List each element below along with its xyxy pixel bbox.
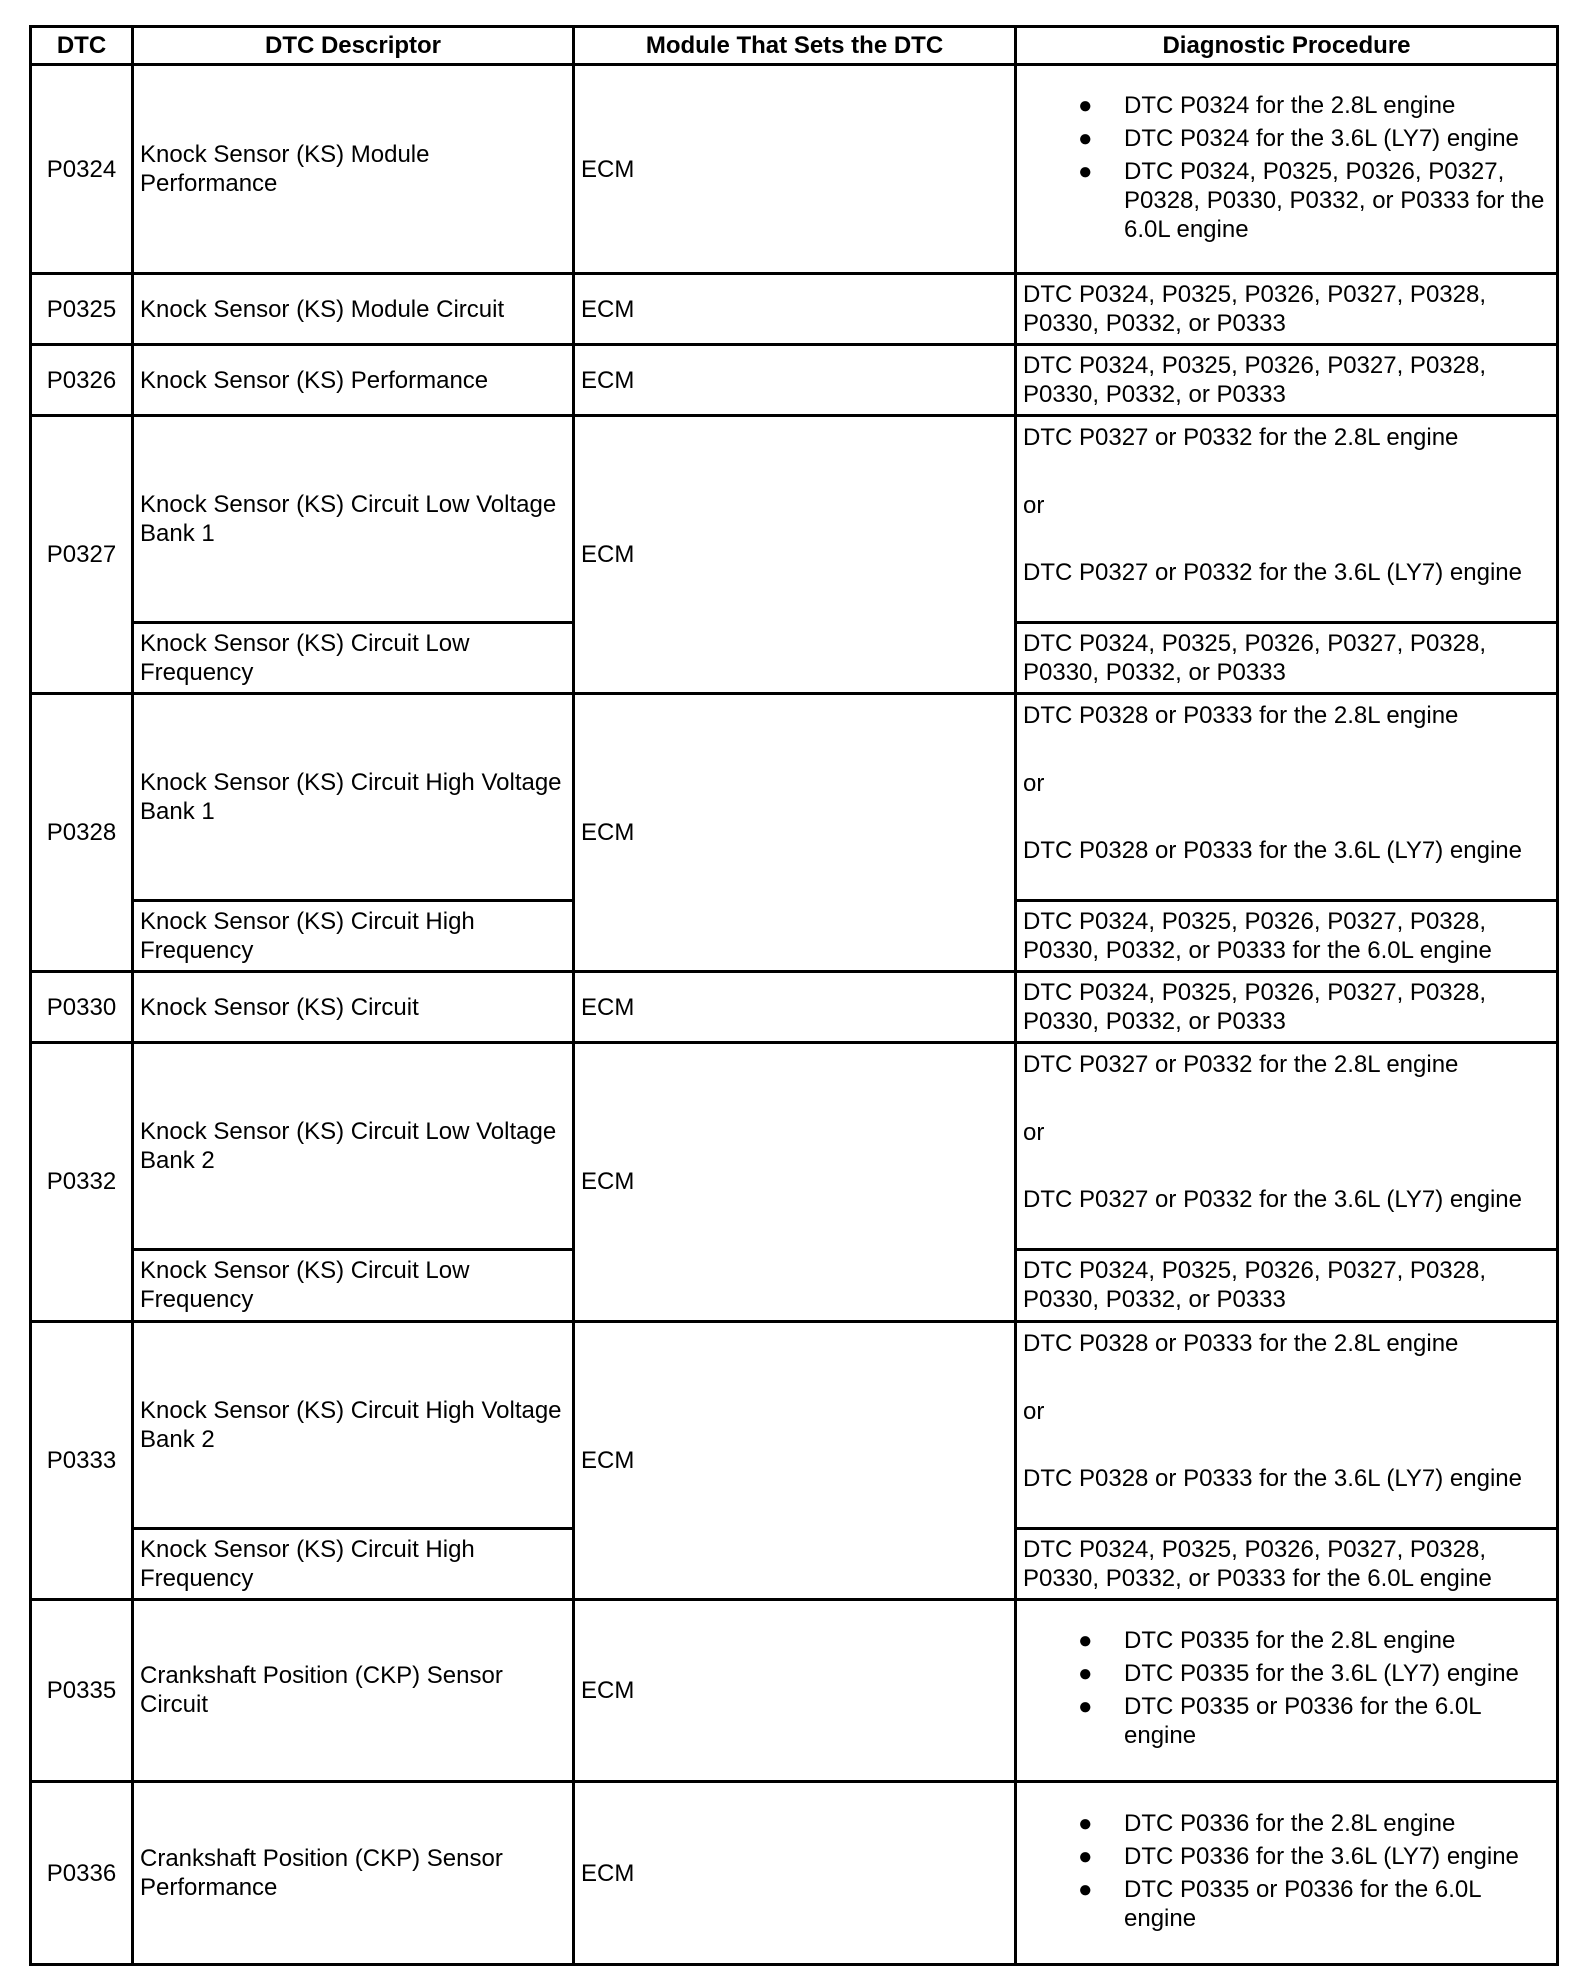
procedure-list-item [1023, 91, 1550, 120]
procedure-option-first: DTC P0328 or P0333 for the 2.8L engine [1023, 1329, 1459, 1357]
bullet-icon: ● [1078, 1876, 1093, 1904]
diagnostic-procedure-cell: DTC P0324, P0325, P0326, P0327, P0328, P0330, P0332, or P0333 [1016, 623, 1558, 694]
table-row [31, 416, 1558, 623]
procedure-list-item [1023, 1692, 1550, 1750]
dtc-descriptor-cell: Knock Sensor (KS) Circuit High Voltage Bank 1 [133, 694, 574, 901]
bullet-icon: ● [1078, 1627, 1093, 1655]
procedure-option-first: DTC P0327 or P0332 for the 2.8L engine [1023, 424, 1459, 452]
procedure-or-separator: or [1023, 1119, 1045, 1147]
dtc-descriptor-cell: Knock Sensor (KS) Circuit High Voltage Bank 2 [133, 1321, 574, 1528]
diagnostic-procedure-cell [1016, 416, 1558, 623]
diagnostic-procedure-cell [1016, 1782, 1558, 1965]
procedure-bullet-list [1023, 1626, 1550, 1750]
dtc-descriptor-cell: Knock Sensor (KS) Circuit Low Frequency [133, 623, 574, 694]
procedure-list-item [1023, 1842, 1550, 1871]
dtc-code-cell: P0332 [31, 1043, 133, 1321]
module-cell: ECM [574, 1599, 1016, 1782]
procedure-text: DTC P0324 for the 3.6L (LY7) engine [1124, 124, 1519, 152]
table-row [31, 65, 1558, 274]
procedure-bullet-list [1023, 1809, 1550, 1933]
procedure-text: DTC P0335 or P0336 for the 6.0L engine [1124, 1876, 1481, 1933]
module-cell: ECM [574, 416, 1016, 694]
bullet-icon: ● [1078, 1843, 1093, 1871]
diagnostic-procedure-cell: DTC P0324, P0325, P0326, P0327, P0328, P0330, P0332, or P0333 [1016, 274, 1558, 345]
dtc-descriptor-cell: Knock Sensor (KS) Performance [133, 345, 574, 416]
diagnostic-procedure-cell [1016, 1599, 1558, 1782]
table-body [31, 65, 1558, 1965]
table-row [31, 274, 1558, 345]
procedure-list-item [1023, 1659, 1550, 1688]
table-row [31, 1599, 1558, 1782]
diagnostic-procedure-cell: DTC P0324, P0325, P0326, P0327, P0328, P0330, P0332, or P0333 [1016, 1250, 1558, 1321]
module-cell: ECM [574, 1321, 1016, 1599]
procedure-option-second: DTC P0328 or P0333 for the 3.6L (LY7) engine [1023, 1464, 1522, 1492]
procedure-option-second: DTC P0327 or P0332 for the 3.6L (LY7) engine [1023, 1186, 1522, 1214]
dtc-descriptor-cell: Knock Sensor (KS) Circuit [133, 972, 574, 1043]
header-dtc: DTC [31, 27, 133, 65]
procedure-list-item [1023, 1626, 1550, 1655]
dtc-descriptor-cell: Knock Sensor (KS) Circuit Low Frequency [133, 1250, 574, 1321]
dtc-descriptor-cell: Knock Sensor (KS) Module Circuit [133, 274, 574, 345]
header-row [31, 27, 1558, 65]
dtc-code-cell: P0328 [31, 694, 133, 972]
bullet-icon: ● [1078, 1660, 1093, 1688]
module-cell: ECM [574, 274, 1016, 345]
diagnostic-procedure-cell: DTC P0324, P0325, P0326, P0327, P0328, P0330, P0332, or P0333 [1016, 345, 1558, 416]
procedure-option-second: DTC P0327 or P0332 for the 3.6L (LY7) engine [1023, 559, 1522, 587]
dtc-descriptor-cell: Crankshaft Position (CKP) Sensor Circuit [133, 1599, 574, 1782]
bullet-icon: ● [1078, 124, 1093, 152]
dtc-code-cell: P0336 [31, 1782, 133, 1965]
diagnostic-procedure-cell [1016, 694, 1558, 901]
module-cell: ECM [574, 65, 1016, 274]
table-row [31, 1043, 1558, 1250]
dtc-descriptor-cell: Knock Sensor (KS) Module Performance [133, 65, 574, 274]
procedure-option-second: DTC P0328 or P0333 for the 3.6L (LY7) engine [1023, 837, 1522, 865]
procedure-or-separator: or [1023, 1397, 1045, 1425]
bullet-icon: ● [1078, 91, 1093, 119]
procedure-option-first: DTC P0328 or P0333 for the 2.8L engine [1023, 702, 1459, 730]
procedure-list-item [1023, 1875, 1550, 1933]
procedure-text: DTC P0336 for the 3.6L (LY7) engine [1124, 1843, 1519, 1871]
header-module: Module That Sets the DTC [574, 27, 1016, 65]
procedure-text: DTC P0335 for the 3.6L (LY7) engine [1124, 1660, 1519, 1688]
bullet-icon: ● [1078, 1810, 1093, 1838]
table-row [31, 694, 1558, 901]
procedure-list-item [1023, 1809, 1550, 1838]
diagnostic-procedure-cell [1016, 1321, 1558, 1528]
table-row [31, 1782, 1558, 1965]
dtc-descriptor-cell: Knock Sensor (KS) Circuit Low Voltage Bank 2 [133, 1043, 574, 1250]
dtc-code-cell: P0326 [31, 345, 133, 416]
diagnostic-procedure-cell [1016, 1043, 1558, 1250]
module-cell: ECM [574, 972, 1016, 1043]
procedure-text: DTC P0335 for the 2.8L engine [1124, 1627, 1456, 1655]
procedure-list-item [1023, 124, 1550, 153]
procedure-text: DTC P0336 for the 2.8L engine [1124, 1810, 1456, 1838]
dtc-code-cell: P0324 [31, 65, 133, 274]
procedure-option-first: DTC P0327 or P0332 for the 2.8L engine [1023, 1051, 1459, 1079]
header-procedure: Diagnostic Procedure [1016, 27, 1558, 65]
module-cell: ECM [574, 694, 1016, 972]
table-header [31, 27, 1558, 65]
dtc-descriptor-cell: Crankshaft Position (CKP) Sensor Performance [133, 1782, 574, 1965]
bullet-icon: ● [1078, 1693, 1093, 1721]
dtc-descriptor-cell: Knock Sensor (KS) Circuit Low Voltage Bank 1 [133, 416, 574, 623]
dtc-descriptor-cell: Knock Sensor (KS) Circuit High Frequency [133, 901, 574, 972]
diagnostic-procedure-cell [1016, 65, 1558, 274]
dtc-descriptor-cell: Knock Sensor (KS) Circuit High Frequency [133, 1528, 574, 1599]
procedure-list-item [1023, 157, 1550, 244]
dtc-code-cell: P0327 [31, 416, 133, 694]
diagnostic-procedure-cell: DTC P0324, P0325, P0326, P0327, P0328, P0330, P0332, or P0333 [1016, 972, 1558, 1043]
procedure-text: DTC P0324 for the 2.8L engine [1124, 91, 1456, 119]
header-descriptor: DTC Descriptor [133, 27, 574, 65]
procedure-text: DTC P0324, P0325, P0326, P0327, P0328, P0330, P0332, or P0333 for the 6.0L engine [1124, 157, 1545, 243]
table-row [31, 1321, 1558, 1528]
dtc-code-cell: P0325 [31, 274, 133, 345]
procedure-bullet-list [1023, 91, 1550, 244]
module-cell: ECM [574, 1782, 1016, 1965]
procedure-or-separator: or [1023, 770, 1045, 798]
table-row [31, 972, 1558, 1043]
module-cell: ECM [574, 345, 1016, 416]
bullet-icon: ● [1078, 157, 1093, 185]
dtc-code-cell: P0333 [31, 1321, 133, 1599]
dtc-code-cell: P0335 [31, 1599, 133, 1782]
diagnostic-procedure-cell: DTC P0324, P0325, P0326, P0327, P0328, P0330, P0332, or P0333 for the 6.0L engine [1016, 1528, 1558, 1599]
diagnostic-procedure-cell: DTC P0324, P0325, P0326, P0327, P0328, P0330, P0332, or P0333 for the 6.0L engine [1016, 901, 1558, 972]
procedure-text: DTC P0335 or P0336 for the 6.0L engine [1124, 1693, 1481, 1750]
dtc-code-cell: P0330 [31, 972, 133, 1043]
table-row [31, 345, 1558, 416]
dtc-table [29, 25, 1559, 1966]
procedure-or-separator: or [1023, 492, 1045, 520]
module-cell: ECM [574, 1043, 1016, 1321]
